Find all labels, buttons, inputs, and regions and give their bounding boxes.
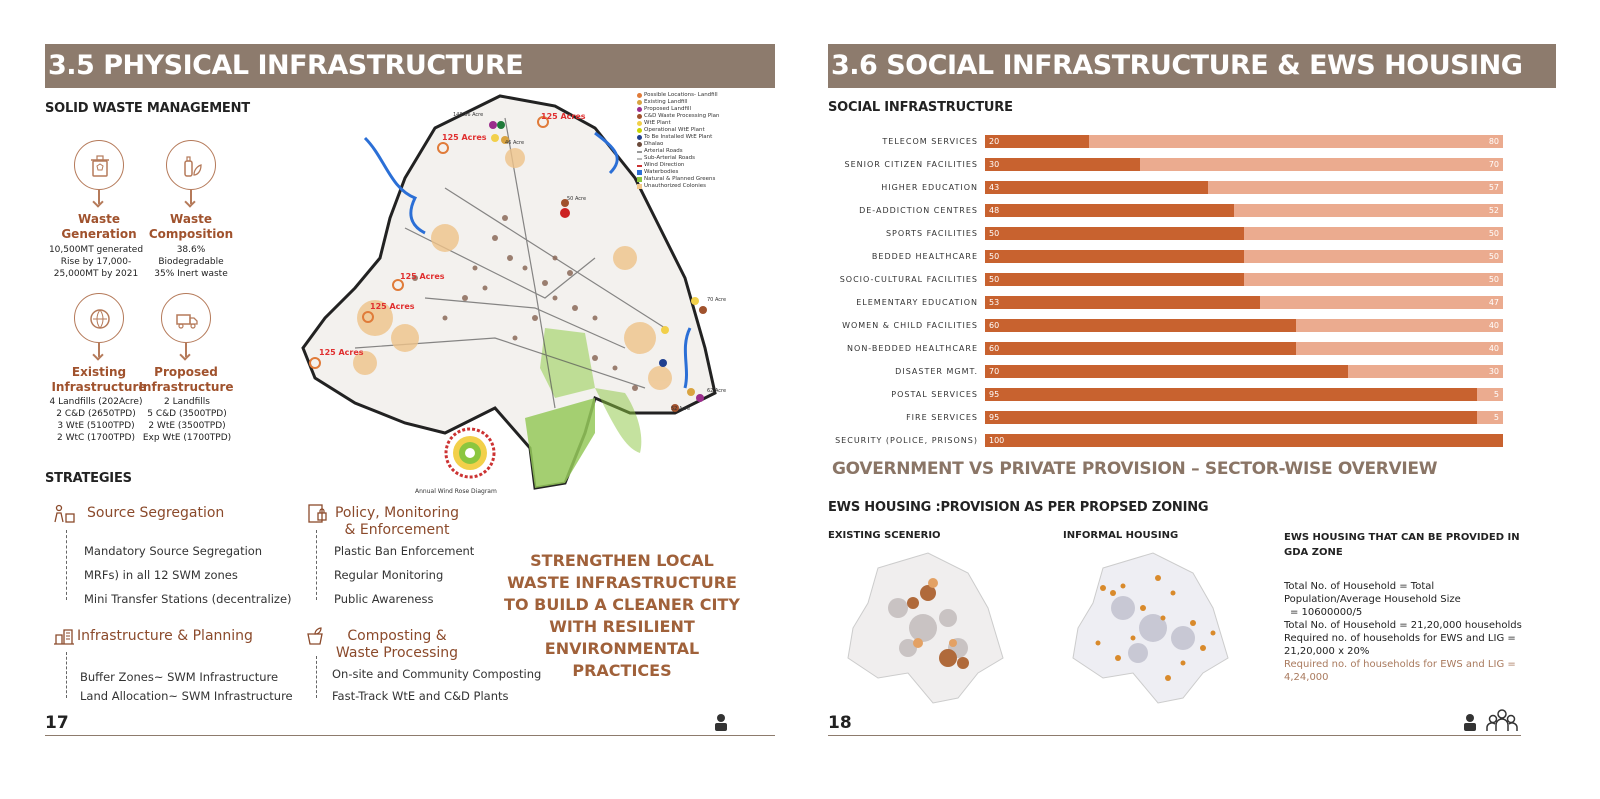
area-label: 46 Acre	[505, 140, 525, 146]
bar-row	[830, 338, 1510, 361]
ews-line: 4,24,000	[1284, 672, 1329, 683]
bar-category-label: SPORTS FACILITIES	[885, 229, 978, 238]
legend-item-label: Dhalao	[644, 141, 664, 147]
legend-item-label: Wind Direction	[644, 162, 685, 168]
truck-recycle-icon	[161, 293, 211, 343]
area-label: 62 Acre	[707, 388, 727, 394]
ews-line: Total No. of Household = Total	[1284, 581, 1435, 592]
icon-label-line: Generation	[61, 227, 137, 241]
bar-government-segment	[985, 250, 1244, 263]
bar-private-segment	[985, 273, 1503, 286]
strategy-item: Mini Transfer Stations (decentralize)	[84, 592, 292, 606]
ews-provision-heading-line: GDA ZONE	[1284, 547, 1343, 558]
bar-private-value: 30	[1488, 367, 1499, 376]
bar-government-value: 50	[989, 252, 1000, 261]
bar-category-label: SECURITY (POLICE, PRISONS)	[835, 436, 978, 445]
strategy-heading: Source Segregation	[87, 505, 225, 521]
bar-category-label: HIGHER EDUCATION	[881, 183, 978, 192]
ews-heading: EWS HOUSING :PROVISION AS PER PROPSED ZONING	[828, 500, 1209, 515]
legend-item	[637, 120, 720, 127]
social-infrastructure-heading: SOCIAL INFRASTRUCTURE	[828, 100, 1013, 115]
bar-row	[830, 361, 1510, 384]
stat-line: 3 WtE (5100TPD)	[57, 421, 135, 431]
bar-private-value: 5	[1493, 413, 1499, 422]
bar-government-segment	[985, 227, 1244, 240]
strategy-item: Regular Monitoring	[334, 568, 444, 582]
tree-connector	[316, 656, 317, 698]
legend-item-label: Proposed Landfill	[644, 106, 692, 112]
bar-private-segment	[985, 365, 1503, 378]
icon-label-line: Waste	[170, 212, 212, 226]
globe-recycle-icon	[74, 293, 124, 343]
group-people-icon	[1486, 709, 1518, 737]
strategy-item: Plastic Ban Enforcement	[334, 544, 475, 558]
wind-rose-caption: Annual Wind Rose Diagram	[415, 488, 497, 495]
legend-item-label: WtE Plant	[644, 120, 671, 126]
icon-label-line: Infrastructure	[138, 380, 234, 394]
bar-row	[830, 223, 1510, 246]
bar-private-segment	[985, 296, 1503, 309]
bar-category-label: SENIOR CITIZEN FACILITIES	[844, 160, 978, 169]
proposed-infrastructure-block	[131, 293, 241, 395]
tree-connector	[316, 530, 317, 600]
bar-government-value: 95	[989, 413, 1000, 422]
bar-private-segment	[985, 135, 1503, 148]
people-sorting-icon	[52, 504, 76, 528]
bar-private-value: 57	[1488, 183, 1499, 192]
footer-divider	[828, 735, 1521, 736]
bar-private-segment	[985, 319, 1503, 332]
bar-row	[830, 131, 1510, 154]
chart-title: GOVERNMENT VS PRIVATE PROVISION – SECTOR-WISE OVERVIEW	[832, 459, 1438, 479]
bar-row	[830, 246, 1510, 269]
bar-private-value: 50	[1488, 252, 1499, 261]
area-label: 50 Acre	[567, 196, 587, 202]
bar-government-value: 53	[989, 298, 1000, 307]
strategies-heading: STRATEGIES	[45, 471, 132, 486]
legend-item	[637, 162, 720, 169]
ews-line: 21,20,000 x 20%	[1284, 646, 1370, 657]
bar-row	[830, 315, 1510, 338]
arrow-down-icon	[185, 343, 187, 357]
existing-scenario-map	[838, 548, 1008, 712]
waste-bin-icon	[74, 140, 124, 190]
bar-government-value: 20	[989, 137, 1000, 146]
bar-category-label: BEDDED HEALTHCARE	[871, 252, 978, 261]
page-number: 18	[828, 713, 852, 733]
bar-private-value: 80	[1488, 137, 1499, 146]
arrow-down-icon	[190, 190, 192, 204]
legend-item	[637, 155, 720, 162]
bar-row	[830, 407, 1510, 430]
legend-item-label: Possible Locations- Landfill	[644, 92, 718, 98]
legend-item	[637, 92, 720, 99]
stat-line: 38.6%	[176, 245, 206, 255]
bar-category-label: NON-BEDDED HEALTHCARE	[847, 344, 978, 353]
stat-line: 2 WtE (3500TPD)	[148, 421, 226, 431]
legend-item	[637, 106, 720, 113]
bar-private-segment	[985, 411, 1503, 424]
bar-category-label: WOMEN & CHILD FACILITIES	[842, 321, 978, 330]
stat-line: Biodegradable	[158, 257, 224, 267]
bar-private-value: 47	[1488, 298, 1499, 307]
bar-private-segment	[985, 250, 1503, 263]
strategy-heading-line: & Enforcement	[344, 522, 450, 538]
existing-stats	[46, 396, 146, 444]
bar-private-value: 50	[1488, 275, 1499, 284]
legend-item	[637, 148, 720, 155]
legend-item-label: Operational WtE Plant	[644, 127, 705, 133]
building-icon	[52, 626, 76, 650]
legend-item-label: C&D Waste Processing Plan	[644, 113, 720, 119]
bar-government-segment	[985, 434, 1503, 447]
ews-line: Total No. of Household = 21,20,000 households	[1284, 620, 1522, 631]
bar-government-segment	[985, 365, 1348, 378]
stat-line: 2 WtC (1700TPD)	[57, 433, 135, 443]
bar-government-segment	[985, 273, 1244, 286]
bar-private-segment	[985, 434, 1503, 447]
stat-line: 4 Landfills (202Acre)	[49, 397, 143, 407]
bar-government-segment	[985, 388, 1477, 401]
bar-private-value: 52	[1488, 206, 1499, 215]
bar-row	[830, 384, 1510, 407]
strategy-item: MRFs) in all 12 SWM zones	[84, 568, 238, 582]
bar-private-segment	[985, 158, 1503, 171]
bar-private-segment	[985, 181, 1503, 194]
right-page-title: 3.6 SOCIAL INFRASTRUCTURE & EWS HOUSING	[831, 50, 1523, 81]
bar-private-value: 5	[1493, 390, 1499, 399]
bottle-leaf-icon	[166, 140, 216, 190]
tree-connector	[66, 652, 67, 698]
slogan-line: ENVIRONMENTAL	[544, 639, 700, 658]
icon-label-line: Composition	[148, 227, 234, 241]
ews-line: = 10600000/5	[1290, 607, 1363, 618]
slogan	[502, 550, 742, 682]
bar-private-segment	[985, 204, 1503, 217]
legend-item-label: To Be Installed WtE Plant	[644, 134, 713, 140]
acre-label: 125 Acres	[541, 112, 586, 121]
bar-category-label: POSTAL SERVICES	[891, 390, 978, 399]
stat-line: 2 Landfills	[164, 397, 210, 407]
legend-item-label: Arterial Roads	[644, 148, 683, 154]
acre-label: 125 Acres	[400, 272, 445, 281]
generation-stats	[46, 244, 146, 280]
ews-calculation	[1284, 580, 1522, 684]
stat-line: 5 C&D (3500TPD)	[147, 409, 227, 419]
acre-label: 125 Acres	[370, 302, 415, 311]
map-legend	[637, 92, 720, 190]
bar-category-label: ELEMENTARY EDUCATION	[856, 298, 978, 307]
bar-government-value: 43	[989, 183, 1000, 192]
bar-row	[830, 292, 1510, 315]
bar-row	[830, 200, 1510, 223]
strategy-heading-line: Policy, Monitoring	[334, 505, 460, 521]
bar-category-label: DE-ADDICTION CENTRES	[859, 206, 978, 215]
footer-divider	[45, 735, 775, 736]
strategy-item: Mandatory Source Segregation	[84, 544, 263, 558]
compost-bin-icon	[304, 626, 326, 650]
left-page-title: 3.5 PHYSICAL INFRASTRUCTURE	[48, 50, 524, 81]
icon-label-line: Infrastructure	[51, 380, 147, 394]
bar-government-segment	[985, 319, 1296, 332]
bar-government-value: 50	[989, 229, 1000, 238]
acre-label: 125 Acres	[319, 348, 364, 357]
strategy-item: Fast-Track WtE and C&D Plants	[332, 689, 509, 703]
bar-government-value: 70	[989, 367, 1000, 376]
bar-private-segment	[985, 388, 1503, 401]
strategy-item: Buffer Zones~ SWM Infrastructure	[80, 670, 279, 684]
icon-label-line: Existing	[71, 365, 127, 379]
bar-government-segment	[985, 158, 1140, 171]
bar-category-label: TELECOM SERVICES	[882, 137, 978, 146]
strategy-item: Public Awareness	[334, 592, 434, 606]
bar-government-segment	[985, 204, 1234, 217]
person-icon	[714, 713, 728, 735]
strategy-heading: Infrastructure & Planning	[77, 628, 253, 644]
ews-line: Population/Average Household Size	[1284, 594, 1461, 605]
strategy-heading-line: Waste Processing	[335, 645, 459, 661]
existing-scenario-heading: EXISTING SCENERIO	[828, 530, 941, 541]
bar-government-value: 60	[989, 344, 1000, 353]
solid-waste-heading: SOLID WASTE MANAGEMENT	[45, 101, 250, 116]
stat-line: 10,500MT generated	[48, 245, 144, 255]
slogan-line: WASTE INFRASTRUCTURE	[507, 573, 737, 592]
bar-private-value: 40	[1488, 321, 1499, 330]
area-label: 52 Acre	[671, 406, 691, 412]
bar-row	[830, 177, 1510, 200]
stat-line: 25,000MT by 2021	[53, 269, 139, 279]
ews-line: Required no. of households for EWS and LIG =	[1284, 659, 1516, 670]
bar-government-segment	[985, 181, 1208, 194]
tree-connector	[66, 530, 67, 600]
stat-line: Exp WtE (1700TPD)	[142, 433, 232, 443]
informal-housing-heading: INFORMAL HOUSING	[1063, 530, 1179, 541]
area-label: 70 Acre	[707, 297, 727, 303]
arrow-down-icon	[98, 343, 100, 357]
bar-private-value: 50	[1488, 229, 1499, 238]
legend-item-label: Unauthorized Colonies	[644, 183, 707, 189]
strategy-heading-line: Composting &	[347, 628, 447, 644]
slogan-line: PRACTICES	[572, 661, 672, 680]
legend-item	[637, 176, 720, 183]
legend-item-label: Existing Landfill	[644, 99, 688, 105]
waste-composition-block	[136, 140, 246, 242]
bar-row	[830, 430, 1510, 453]
bar-category-label: SOCIO-CULTURAL FACILITIES	[839, 275, 978, 284]
informal-housing-map	[1063, 548, 1233, 712]
legend-item	[637, 127, 720, 134]
bar-government-value: 100	[989, 436, 1005, 445]
slogan-line: STRENGTHEN LOCAL	[530, 551, 714, 570]
legend-item	[637, 134, 720, 141]
bar-row	[830, 154, 1510, 177]
legend-item-label: Natural & Planned Greens	[644, 176, 716, 182]
area-label: 148.36 Acre	[453, 112, 484, 118]
legend-item	[637, 99, 720, 106]
bar-government-value: 50	[989, 275, 1000, 284]
bar-government-value: 30	[989, 160, 1000, 169]
page-number: 17	[45, 713, 69, 733]
stat-line: Rise by 17,000-	[60, 257, 132, 267]
ews-provision-heading-line: EWS HOUSING THAT CAN BE PROVIDED IN	[1284, 532, 1520, 543]
right-title-bar	[828, 44, 1556, 88]
legend-item	[637, 113, 720, 120]
legend-item-label: Waterbodies	[644, 169, 679, 175]
slogan-line: WITH RESILIENT	[549, 617, 695, 636]
stat-line: 35% Inert waste	[154, 269, 228, 279]
strategy-item: Land Allocation~ SWM Infrastructure	[80, 689, 293, 703]
bar-government-value: 60	[989, 321, 1000, 330]
arrow-down-icon	[98, 190, 100, 204]
legend-item	[637, 183, 720, 190]
strategy-item: On-site and Community Composting	[332, 667, 542, 681]
bar-private-segment	[985, 227, 1503, 240]
icon-label-line: Waste	[78, 212, 120, 226]
bar-government-segment	[985, 411, 1477, 424]
clipboard-lock-icon	[306, 502, 328, 528]
bar-government-segment	[985, 342, 1296, 355]
stat-line: 2 C&D (2650TPD)	[56, 409, 136, 419]
wind-rose-icon	[446, 429, 494, 477]
bar-government-value: 48	[989, 206, 1000, 215]
bar-private-value: 70	[1488, 160, 1499, 169]
bar-row	[830, 269, 1510, 292]
legend-item	[637, 141, 720, 148]
legend-item	[637, 169, 720, 176]
bar-government-segment	[985, 135, 1089, 148]
bar-private-value: 40	[1488, 344, 1499, 353]
left-title-bar	[45, 44, 775, 88]
bar-government-segment	[985, 296, 1260, 309]
bar-government-value: 95	[989, 390, 1000, 399]
proposed-stats	[140, 396, 234, 444]
slogan-line: TO BUILD A CLEANER CITY	[504, 595, 740, 614]
icon-label-line: Proposed	[154, 365, 218, 379]
acre-label: 125 Acres	[442, 133, 487, 142]
bar-category-label: FIRE SERVICES	[906, 413, 978, 422]
legend-item-label: Sub-Arterial Roads	[644, 155, 695, 161]
bar-category-label: DISASTER MGMT.	[895, 367, 978, 376]
composition-stats	[145, 244, 237, 280]
bar-private-segment	[985, 342, 1503, 355]
person-icon	[1463, 713, 1477, 735]
ews-line: Required no. of households for EWS and LIG =	[1284, 633, 1516, 644]
